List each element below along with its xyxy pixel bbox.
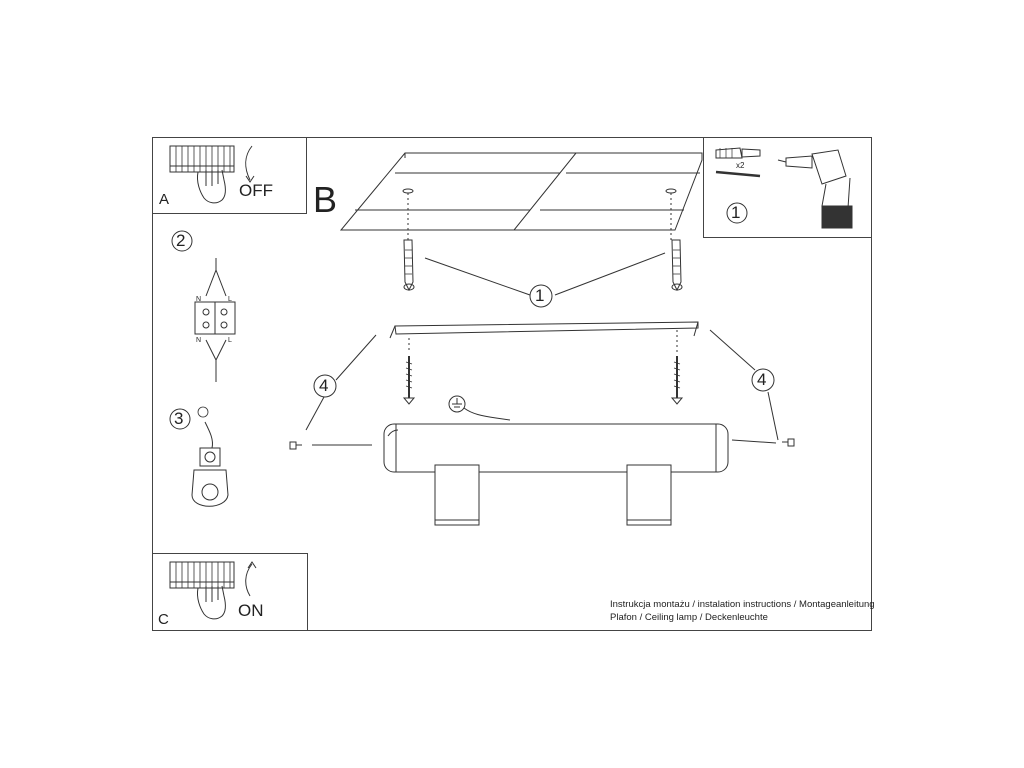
terminal-label-n: N [196, 337, 202, 344]
panel-c-on-label: ON [238, 601, 264, 620]
wall-plug [404, 240, 414, 290]
breaker-switch-icon [170, 562, 234, 588]
step-2-label: 2 [176, 231, 186, 250]
wall-plug-icon [716, 148, 760, 158]
lamp-shade [435, 465, 479, 525]
drill-icon [778, 150, 852, 228]
step-4-right-label: 4 [757, 370, 767, 389]
terminal-label-l: L [228, 296, 232, 303]
step-3-label: 3 [174, 409, 184, 428]
footer-line-1: Instrukcja montażu / instalation instructions / Montageanleitung [610, 599, 875, 610]
screw [404, 356, 414, 404]
panel-b-letter: B [313, 179, 338, 220]
ground-icon [449, 396, 510, 420]
step-4-left-label: 4 [319, 376, 329, 395]
connector-block-icon [195, 258, 235, 382]
screw [672, 356, 682, 404]
breaker-switch-icon [170, 146, 234, 172]
tools-step-1-label: 1 [731, 203, 741, 222]
arrow-up-icon [246, 562, 256, 596]
panel-c-letter: C [158, 611, 169, 628]
panel-a-letter: A [159, 191, 170, 208]
hand-icon [197, 170, 225, 203]
panel-a-off-label: OFF [239, 181, 273, 200]
terminal-label-n: N [196, 296, 202, 303]
lamp-shade [627, 465, 671, 525]
screw-icon [716, 172, 760, 176]
hand-icon [197, 586, 225, 619]
side-screw [782, 439, 794, 446]
mounting-bracket [390, 322, 698, 352]
ground-small-icon [198, 407, 208, 417]
ceiling-plate [341, 153, 702, 240]
arrow-down-icon [246, 146, 254, 182]
anchor-count-label: x2 [736, 161, 745, 170]
wall-plug [672, 240, 682, 290]
ground-terminal-icon [192, 422, 228, 506]
side-screw [290, 442, 302, 449]
terminal-label-l: L [228, 337, 232, 344]
step-1-label: 1 [535, 286, 545, 305]
footer-line-2: Plafon / Ceiling lamp / Deckenleuchte [610, 612, 768, 623]
